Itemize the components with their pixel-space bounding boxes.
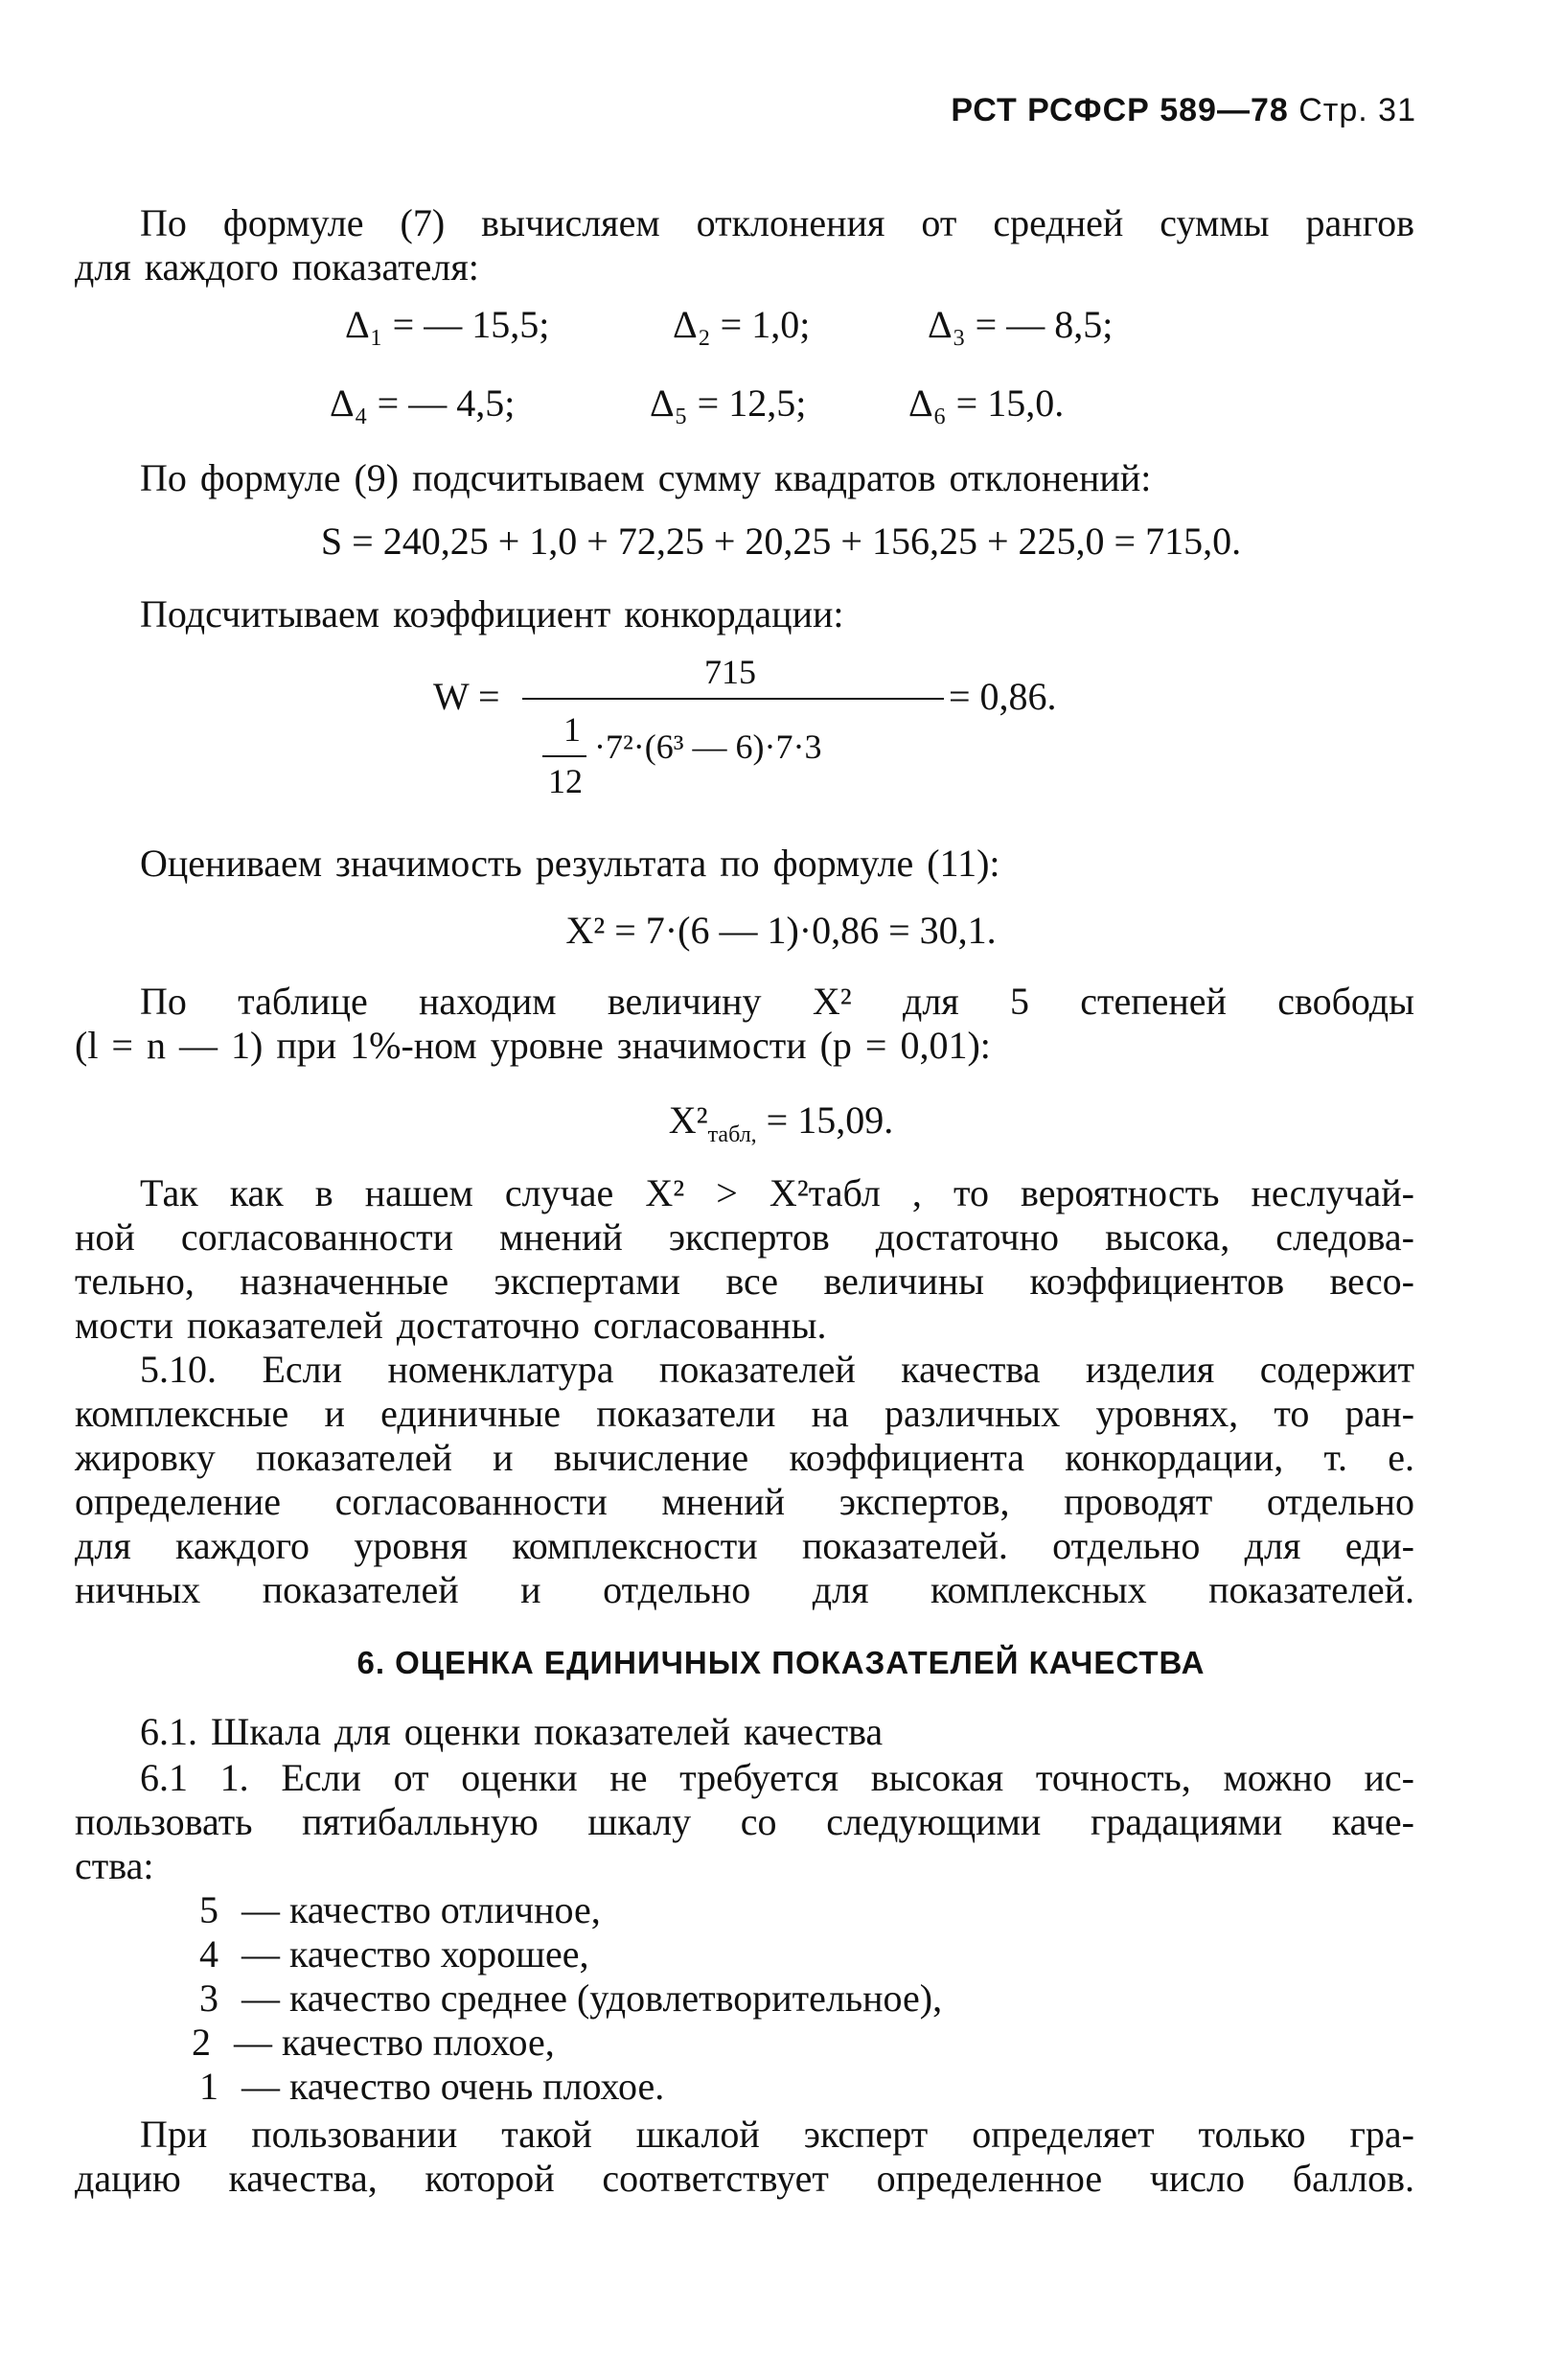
scale-text: — качество очень плохое. bbox=[241, 2065, 665, 2108]
paragraph-line: дацию качества, которой соответствует определенное число баллов. bbox=[75, 2157, 1414, 2200]
scale-text: — качество среднее (удовлетворительное), bbox=[241, 1976, 943, 2020]
standard-code: РСТ РСФСР 589—78 bbox=[951, 92, 1289, 128]
paragraph-line: Так как в нашем случае X² > X²табл , то вероятность неслучай- bbox=[140, 1171, 1414, 1214]
scale-text: — качество отличное, bbox=[241, 1888, 601, 1931]
small-fraction-numerator: 1 bbox=[563, 710, 581, 749]
paragraph-line: для каждого уровня комплексности показателей. отдельно для еди- bbox=[75, 1524, 1414, 1567]
scale-text: — качество хорошее, bbox=[241, 1932, 589, 1976]
scale-item bbox=[199, 2065, 664, 2109]
paragraph-line: определение согласованности мнений экспертов, проводят отдельно bbox=[75, 1480, 1414, 1523]
chi-base: X² bbox=[668, 1098, 708, 1142]
scale-number: 4 bbox=[199, 1932, 218, 1976]
delta-4: Δ₄ = — 4,5; bbox=[330, 381, 516, 425]
delta-6: Δ₆ = 15,0. bbox=[908, 381, 1065, 425]
small-fraction-denominator: 12 bbox=[548, 762, 583, 800]
scale-item bbox=[199, 1932, 588, 1976]
chi-subscript: табл, bbox=[707, 1122, 757, 1147]
scale-number: 2 bbox=[192, 2021, 211, 2064]
formula-denominator: ·7²·(6³ — 6)·7·3 bbox=[594, 728, 822, 766]
paragraph-line: ства: bbox=[75, 1844, 154, 1887]
scale-number: 1 bbox=[199, 2065, 218, 2108]
formula-lhs: W = bbox=[433, 675, 500, 718]
paragraph-line: 6.1 1. Если от оценки не требуется высокая точность, можно ис- bbox=[140, 1756, 1414, 1799]
formula-numerator: 715 bbox=[704, 653, 756, 691]
chi-square-equation: X² = 7·(6 — 1)·0,86 = 30,1. bbox=[565, 909, 997, 952]
paragraph-line: По формуле (9) подсчитываем сумму квадратов отклонений: bbox=[140, 456, 1152, 499]
delta-5: Δ₅ = 12,5; bbox=[650, 381, 807, 425]
formula-rhs: = 0,86. bbox=[949, 675, 1057, 718]
chi-table-value: = 15,09. bbox=[766, 1098, 894, 1142]
fraction-bar-small bbox=[542, 755, 586, 757]
paragraph-line: мости показателей достаточно согласованны. bbox=[75, 1304, 827, 1347]
paragraph-line: пользовать пятибалльную шкалу со следующими градациями каче- bbox=[75, 1800, 1414, 1843]
paragraph-line: ной согласованности мнений экспертов достаточно высока, следова- bbox=[75, 1215, 1414, 1259]
section-heading: 6. ОЦЕНКА ЕДИНИЧНЫХ ПОКАЗАТЕЛЕЙ КАЧЕСТВА bbox=[356, 1645, 1206, 1680]
paragraph-line: комплексные и единичные показатели на различных уровнях, то ран- bbox=[75, 1392, 1414, 1435]
paragraph-line: 6.1. Шкала для оценки показателей качества bbox=[140, 1710, 884, 1753]
scale-item bbox=[199, 1976, 942, 2021]
paragraph-line: для каждого показателя: bbox=[75, 245, 479, 289]
delta-1: Δ₁ = — 15,5; bbox=[345, 303, 550, 346]
paragraph-line: 5.10. Если номенклатура показателей качества изделия содержит bbox=[140, 1348, 1414, 1391]
delta-3: Δ₃ = — 8,5; bbox=[928, 303, 1114, 346]
scale-item bbox=[192, 2021, 555, 2065]
paragraph-line: тельно, назначенные экспертами все величины коэффициентов весо- bbox=[75, 1259, 1414, 1303]
scale-text: — качество плохое, bbox=[234, 2021, 555, 2064]
paragraph-line: (l = n — 1) при 1%-ном уровне значимости (p = 0,01): bbox=[75, 1024, 991, 1067]
paragraph-line: По формуле (7) вычисляем отклонения от средней суммы рангов bbox=[140, 201, 1414, 244]
paragraph-line: Подсчитываем коэффициент конкордации: bbox=[140, 592, 844, 635]
paragraph-line: По таблице находим величину X² для 5 степеней свободы bbox=[140, 980, 1414, 1023]
chi-square-table-value bbox=[0, 1098, 1562, 1147]
scale-number: 3 bbox=[199, 1976, 218, 2020]
sum-equation: S = 240,25 + 1,0 + 72,25 + 20,25 + 156,25 + 225,0 = 715,0. bbox=[320, 520, 1242, 563]
paragraph-line: Оцениваем значимость результата по формуле (11): bbox=[140, 842, 1000, 885]
page-header bbox=[951, 92, 1416, 129]
paragraph-line: При пользовании такой шкалой эксперт определяет только гра- bbox=[140, 2113, 1414, 2156]
fraction-bar-main bbox=[522, 698, 944, 700]
page-number: Стр. 31 bbox=[1298, 92, 1416, 128]
paragraph-line: ничных показателей и отдельно для комплексных показателей. bbox=[75, 1568, 1414, 1611]
scale-number: 5 bbox=[199, 1888, 218, 1931]
scale-item bbox=[199, 1888, 601, 1932]
paragraph-line: жировку показателей и вычисление коэффициента конкордации, т. е. bbox=[75, 1436, 1414, 1479]
delta-2: Δ₂ = 1,0; bbox=[673, 303, 811, 346]
